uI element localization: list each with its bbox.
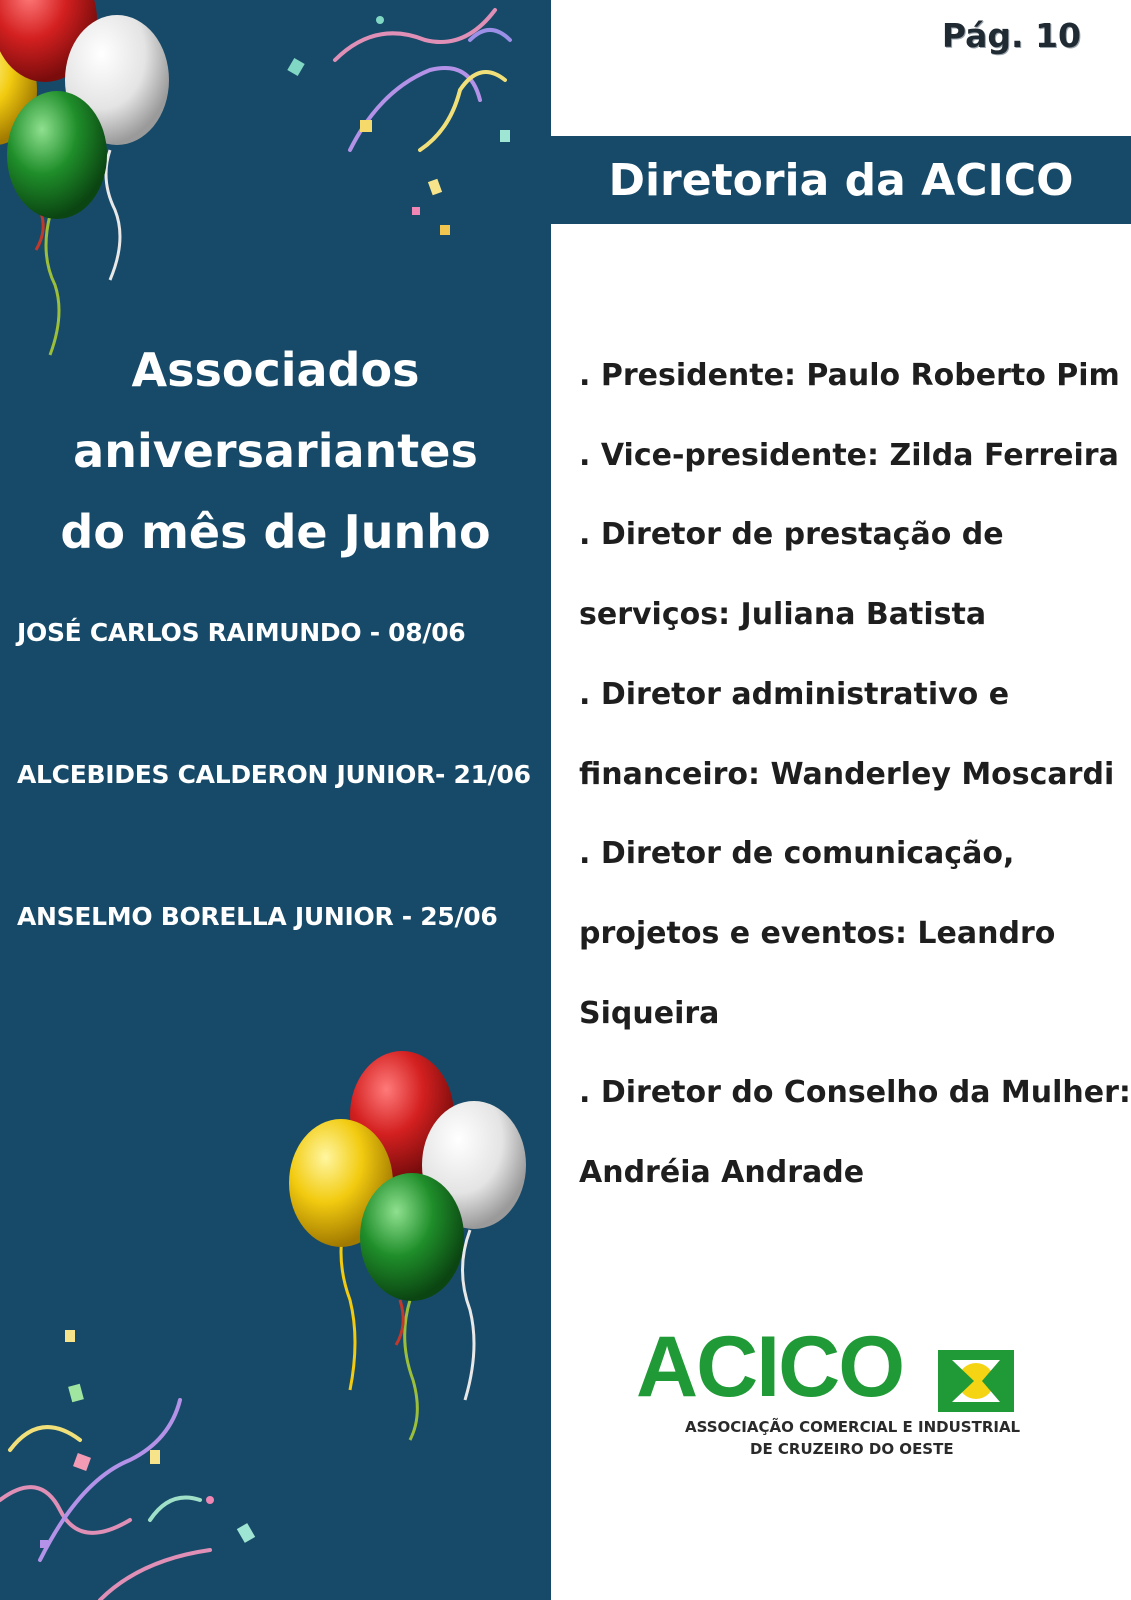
- board-line: . Diretor de comunicação,: [579, 836, 1015, 872]
- logo-subtitle: DE CRUZEIRO DO OESTE: [750, 1440, 954, 1458]
- birthday-member: ANSELMO BORELLA JUNIOR - 25/06: [17, 902, 498, 931]
- confetti-bottom: [0, 1330, 255, 1600]
- board-line: . Diretor de prestação de: [579, 517, 1004, 553]
- board-line: Siqueira: [579, 995, 720, 1031]
- board-line: . Diretor administrativo e: [579, 676, 1010, 712]
- logo-subtitle: ASSOCIAÇÃO COMERCIAL E INDUSTRIAL: [685, 1418, 1021, 1436]
- confetti-top: [287, 10, 510, 235]
- board-line: . Presidente: Paulo Roberto Pim: [579, 358, 1120, 393]
- birthday-title-line: do mês de Junho: [60, 505, 491, 559]
- board-line: projetos e eventos: Leandro: [579, 915, 1056, 951]
- birthday-member: ALCEBIDES CALDERON JUNIOR- 21/06: [17, 760, 531, 789]
- logo-wordmark: ACICO: [636, 1319, 904, 1415]
- page-number: Pág. 10: [941, 16, 1081, 55]
- birthday-title: [0, 330, 551, 573]
- acico-logo: [632, 1319, 1022, 1470]
- birthday-member: JOSÉ CARLOS RAIMUNDO - 08/06: [17, 618, 466, 647]
- board-line: Andréia Andrade: [579, 1155, 865, 1191]
- board-heading: Diretoria da ACICO: [551, 136, 1131, 224]
- birthday-title-line: aniversariantes: [73, 424, 478, 478]
- board-list: [579, 336, 1131, 1213]
- balloon-cluster-bottom: [289, 1051, 526, 1440]
- logo-emblem-icon: [938, 1350, 1014, 1412]
- board-line: serviços: Juliana Batista: [579, 597, 987, 633]
- board-line: . Vice-presidente: Zilda Ferreira: [579, 437, 1119, 473]
- balloon-cluster-top: [0, 0, 169, 355]
- birthday-title-line: Associados: [131, 343, 420, 397]
- balloons-confetti-decoration: [0, 0, 551, 1600]
- birthday-panel: [0, 0, 551, 1600]
- board-line: . Diretor do Conselho da Mulher:: [579, 1075, 1131, 1111]
- board-line: financeiro: Wanderley Moscardi: [579, 756, 1115, 792]
